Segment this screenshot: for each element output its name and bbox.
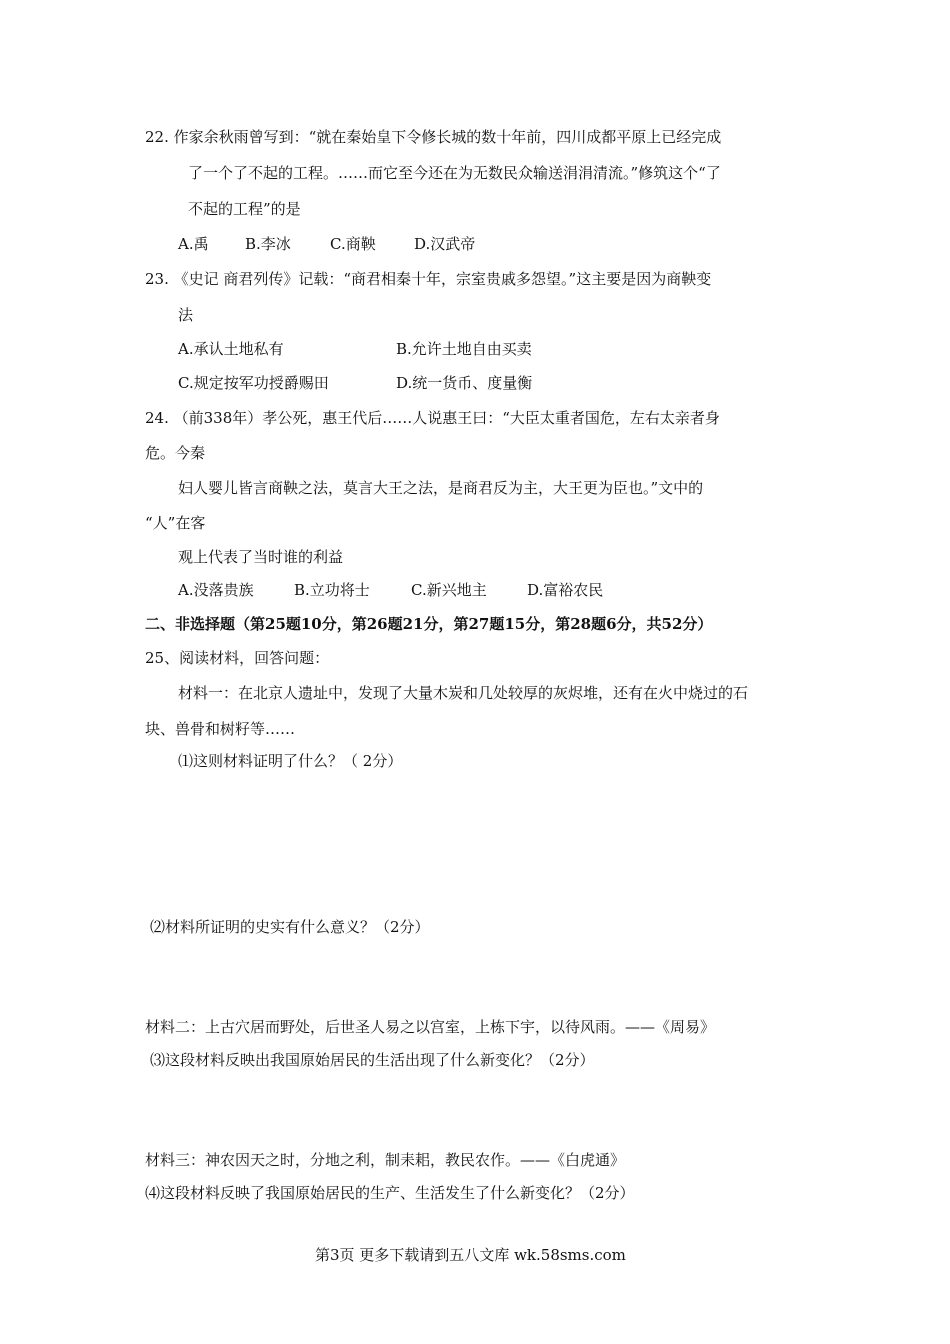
q24-line-4: “人”在客: [145, 514, 206, 532]
q22-option-d: D.汉武帝: [414, 235, 476, 253]
section-heading: 二、非选择题（第25题10分，第26题21分，第27题15分，第28题6分，共52分）: [145, 615, 713, 633]
q22-line-2: 了一个了不起的工程。……而它至今还在为无数民众输送涓涓清流。”修筑这个“了: [188, 164, 721, 182]
q22-option-a: A.禹: [178, 235, 209, 253]
q23-option-a: A.承认土地私有: [178, 340, 284, 358]
q24-line-3: 妇人婴儿皆言商鞅之法，莫言大王之法，是商君反为主，大王更为臣也。”文中的: [178, 479, 704, 497]
q24-option-c: C.新兴地主: [411, 581, 487, 599]
q23-options-row-2: [178, 373, 532, 393]
q23-option-c: C.规定按军功授爵赐田: [178, 374, 329, 392]
q22-line-3: 不起的工程”的是: [188, 200, 301, 218]
q23-line-2: 法: [178, 306, 194, 324]
q24-options: [178, 580, 603, 600]
q22-option-b: B.李冰: [245, 235, 291, 253]
sub-question-4: ⑷这段材料反映了我国原始居民的生产、生活发生了什么新变化？（2分）: [145, 1184, 635, 1202]
q23-options-row-1: [178, 339, 532, 359]
q25-intro: 25、阅读材料，回答问题：: [145, 649, 330, 667]
q22-option-c: C.商鞅: [330, 235, 376, 253]
material-1-line-2: 块、兽骨和树籽等……: [145, 720, 296, 738]
sub-question-3: ⑶这段材料反映出我国原始居民的生活出现了什么新变化？（2分）: [150, 1051, 595, 1069]
q23-option-d: D.统一货币、度量衡: [396, 374, 533, 392]
q23-option-b: B.允许土地自由买卖: [396, 340, 532, 358]
q24-option-a: A.没落贵族: [178, 581, 254, 599]
material-1-line-1: 材料一：在北京人遗址中，发现了大量木炭和几处较厚的灰烬堆，还有在火中烧过的石: [178, 684, 749, 702]
q23-line-1: 23. 《史记 商君列传》记载：“商君相秦十年，宗室贵戚多怨望。”这主要是因为商鞅变: [145, 270, 712, 288]
sub-question-1: ⑴这则材料证明了什么？（ 2分）: [178, 752, 403, 770]
material-3: 材料三：神农因天之时，分地之利，制耒耜，教民农作。——《白虎通》: [145, 1151, 626, 1169]
q24-line-5: 观上代表了当时谁的利益: [178, 548, 344, 566]
q24-option-b: B.立功将士: [294, 581, 370, 599]
q24-option-d: D.富裕农民: [527, 581, 604, 599]
q24-line-2: 危。今秦: [145, 444, 206, 462]
sub-question-2: ⑵材料所证明的史实有什么意义？（2分）: [150, 918, 430, 936]
q22-options: [178, 234, 475, 254]
page-footer: 第3页 更多下载请到五八文库 wk.58sms.com: [315, 1246, 626, 1264]
material-2: 材料二：上古穴居而野处，后世圣人易之以宫室，上栋下宇，以待风雨。——《周易》: [145, 1018, 716, 1036]
q24-line-1: 24. （前338年）孝公死，惠王代后……人说惠王曰：“大臣太重者国危，左右太亲者身: [145, 409, 720, 427]
q22-line-1: 22. 作家余秋雨曾写到：“就在秦始皇下令修长城的数十年前，四川成都平原上已经完成: [145, 128, 722, 146]
